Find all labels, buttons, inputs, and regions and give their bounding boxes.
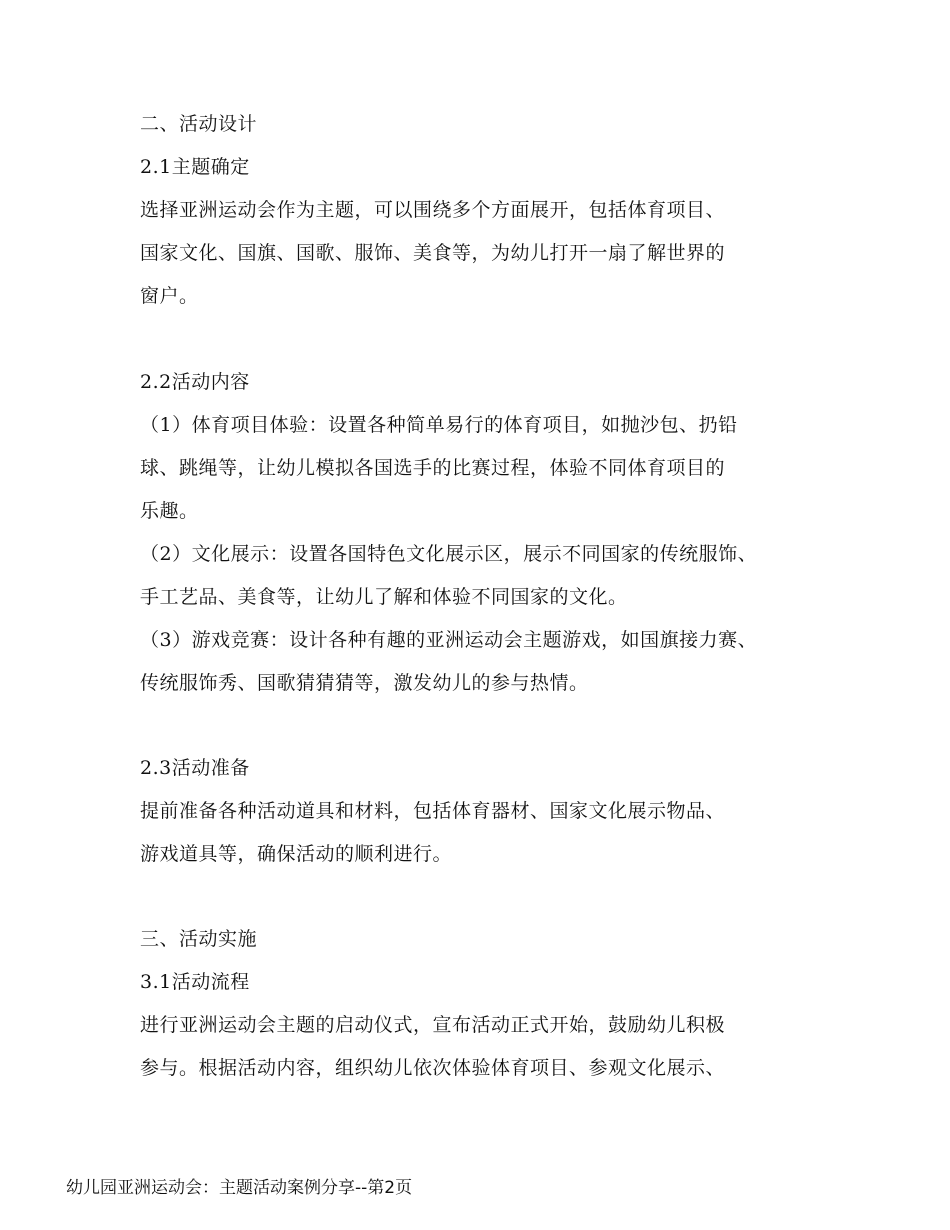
page-footer: 幼儿园亚洲运动会：主题活动案例分享--第2页 [66, 1178, 413, 1198]
section-heading: 二、活动设计 [140, 113, 258, 135]
paragraph-line: 乐趣。 [140, 500, 199, 522]
subsection-heading: 3.1活动流程 [140, 971, 250, 993]
paragraph-line: 游戏道具等，确保活动的顺利进行。 [140, 843, 453, 865]
paragraph-line: （1）体育项目体验：设置各种简单易行的体育项目，如抛沙包、扔铅 [140, 414, 738, 436]
paragraph-line: 传统服饰秀、国歌猜猜猜等，激发幼儿的参与热情。 [140, 672, 589, 694]
paragraph-line: 参与。根据活动内容，组织幼儿依次体验体育项目、参观文化展示、 [140, 1057, 726, 1079]
paragraph-line: （2）文化展示：设置各国特色文化展示区，展示不同国家的传统服饰、 [140, 543, 758, 565]
paragraph-line: 手工艺品、美食等，让幼儿了解和体验不同国家的文化。 [140, 586, 628, 608]
subsection-heading: 2.2活动内容 [140, 371, 250, 393]
paragraph-line: 球、跳绳等，让幼儿模拟各国选手的比赛过程，体验不同体育项目的 [140, 457, 726, 479]
paragraph-line: 窗户。 [140, 285, 199, 307]
section-heading: 三、活动实施 [140, 928, 258, 950]
paragraph-line: 选择亚洲运动会作为主题，可以围绕多个方面展开，包括体育项目、 [140, 199, 726, 221]
paragraph-line: 提前准备各种活动道具和材料，包括体育器材、国家文化展示物品、 [140, 800, 726, 822]
paragraph-line: 进行亚洲运动会主题的启动仪式，宣布活动正式开始，鼓励幼儿积极 [140, 1014, 726, 1036]
subsection-heading: 2.1主题确定 [140, 156, 250, 178]
paragraph-line: （3）游戏竞赛：设计各种有趣的亚洲运动会主题游戏，如国旗接力赛、 [140, 629, 758, 651]
subsection-heading: 2.3活动准备 [140, 757, 250, 779]
paragraph-line: 国家文化、国旗、国歌、服饰、美食等，为幼儿打开一扇了解世界的 [140, 242, 726, 264]
